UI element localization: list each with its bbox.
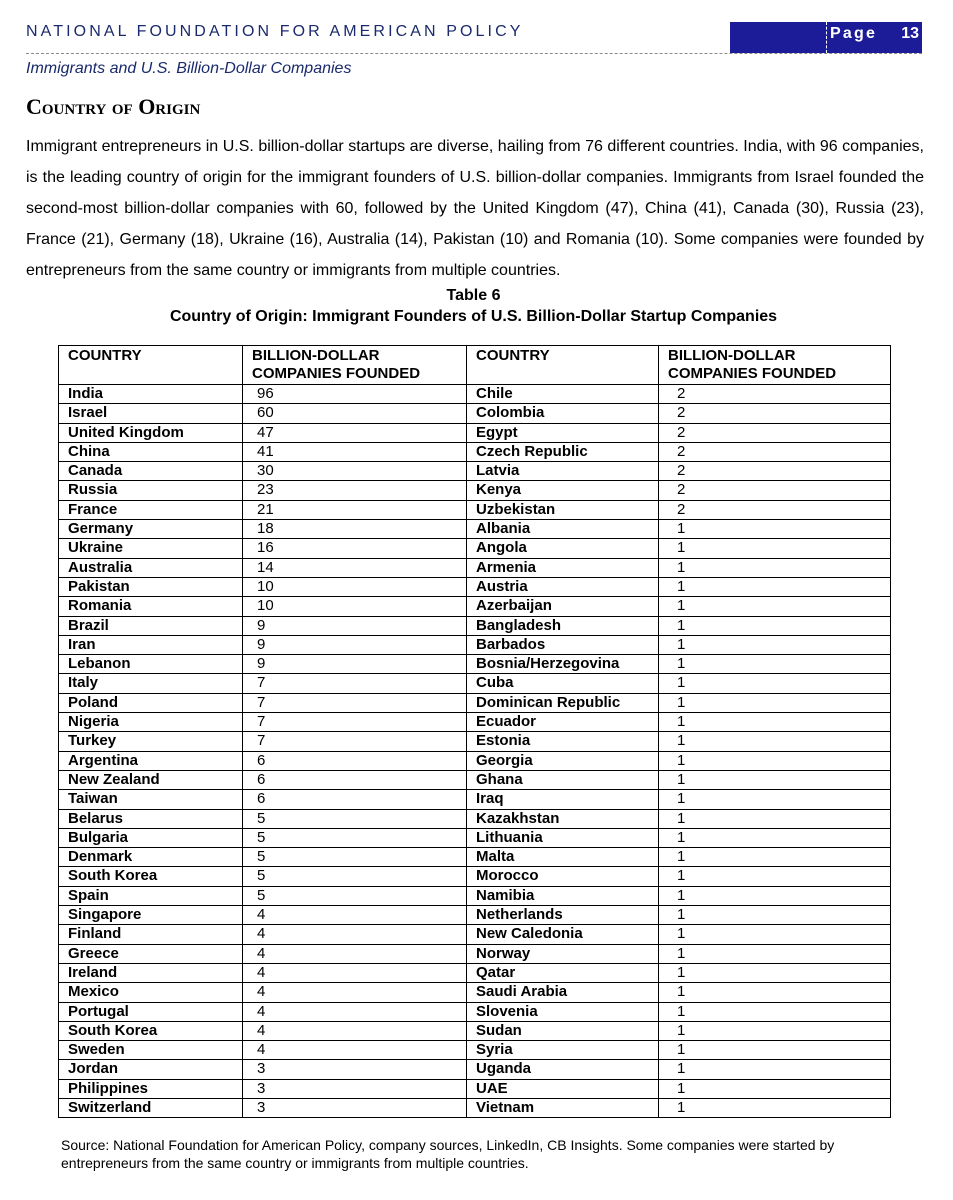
country-cell-right: Estonia	[467, 732, 659, 751]
count-cell-right: 1	[659, 577, 891, 596]
country-cell-left: Canada	[59, 462, 243, 481]
count-cell-left: 6	[243, 790, 467, 809]
table-row	[59, 539, 891, 558]
count-cell-left: 4	[243, 1002, 467, 1021]
country-cell-right: Kenya	[467, 481, 659, 500]
table-row	[59, 751, 891, 770]
country-cell-left: France	[59, 500, 243, 519]
country-cell-left: India	[59, 385, 243, 404]
header-founded-left-line2: COMPANIES FOUNDED	[252, 365, 421, 382]
table-row	[59, 906, 891, 925]
country-cell-left: Philippines	[59, 1079, 243, 1098]
count-cell-left: 7	[243, 732, 467, 751]
count-cell-right: 1	[659, 674, 891, 693]
table-row	[59, 577, 891, 596]
country-cell-right: Qatar	[467, 963, 659, 982]
count-cell-left: 30	[243, 462, 467, 481]
table-row	[59, 963, 891, 982]
header-founded-left	[243, 346, 467, 385]
header-founded-right	[659, 346, 891, 385]
country-cell-right: Norway	[467, 944, 659, 963]
country-cell-right: Dominican Republic	[467, 693, 659, 712]
count-cell-right: 1	[659, 944, 891, 963]
table-row	[59, 713, 891, 732]
table-row	[59, 655, 891, 674]
count-cell-right: 1	[659, 1060, 891, 1079]
count-cell-right: 1	[659, 925, 891, 944]
country-cell-left: New Zealand	[59, 770, 243, 789]
count-cell-right: 1	[659, 1079, 891, 1098]
page-number: 13	[901, 25, 919, 42]
count-cell-left: 7	[243, 693, 467, 712]
table-row	[59, 983, 891, 1002]
country-cell-left: Switzerland	[59, 1098, 243, 1117]
count-cell-left: 5	[243, 828, 467, 847]
table-row	[59, 693, 891, 712]
table-row	[59, 597, 891, 616]
count-cell-left: 3	[243, 1079, 467, 1098]
count-cell-right: 1	[659, 848, 891, 867]
country-cell-left: Belarus	[59, 809, 243, 828]
count-cell-right: 1	[659, 558, 891, 577]
table-row	[59, 404, 891, 423]
count-cell-right: 1	[659, 1041, 891, 1060]
country-cell-right: Netherlands	[467, 906, 659, 925]
table-row	[59, 500, 891, 519]
table-caption-number: Table 6	[446, 287, 501, 304]
table-row	[59, 732, 891, 751]
count-cell-left: 7	[243, 674, 467, 693]
count-cell-left: 9	[243, 655, 467, 674]
header-founded-right-line2: COMPANIES FOUNDED	[668, 365, 837, 382]
table-row	[59, 558, 891, 577]
country-cell-right: Saudi Arabia	[467, 983, 659, 1002]
count-cell-left: 4	[243, 1041, 467, 1060]
table-body	[59, 385, 891, 1118]
table-row	[59, 944, 891, 963]
count-cell-right: 1	[659, 751, 891, 770]
count-cell-right: 1	[659, 867, 891, 886]
country-cell-left: Mexico	[59, 983, 243, 1002]
country-cell-left: Ireland	[59, 963, 243, 982]
page-label: Page	[830, 25, 878, 42]
country-cell-right: Malta	[467, 848, 659, 867]
country-cell-right: Uzbekistan	[467, 500, 659, 519]
count-cell-left: 5	[243, 886, 467, 905]
count-cell-left: 14	[243, 558, 467, 577]
country-cell-left: Brazil	[59, 616, 243, 635]
table-row	[59, 423, 891, 442]
count-cell-right: 1	[659, 906, 891, 925]
country-cell-right: Namibia	[467, 886, 659, 905]
header-founded-left-line1: BILLION-DOLLAR	[252, 347, 380, 364]
table-row	[59, 1098, 891, 1117]
table-row	[59, 809, 891, 828]
count-cell-right: 1	[659, 1002, 891, 1021]
country-cell-right: UAE	[467, 1079, 659, 1098]
count-cell-right: 2	[659, 404, 891, 423]
country-cell-left: China	[59, 442, 243, 461]
country-cell-left: Germany	[59, 520, 243, 539]
country-cell-right: Iraq	[467, 790, 659, 809]
table-row	[59, 828, 891, 847]
count-cell-left: 16	[243, 539, 467, 558]
country-cell-left: Lebanon	[59, 655, 243, 674]
count-cell-left: 41	[243, 442, 467, 461]
count-cell-right: 2	[659, 481, 891, 500]
count-cell-left: 9	[243, 616, 467, 635]
count-cell-left: 4	[243, 1021, 467, 1040]
country-cell-right: Ghana	[467, 770, 659, 789]
count-cell-left: 23	[243, 481, 467, 500]
count-cell-right: 1	[659, 886, 891, 905]
table-row	[59, 867, 891, 886]
count-cell-right: 1	[659, 635, 891, 654]
count-cell-right: 1	[659, 713, 891, 732]
table-row	[59, 1079, 891, 1098]
country-cell-right: Georgia	[467, 751, 659, 770]
country-cell-right: Czech Republic	[467, 442, 659, 461]
country-cell-right: Vietnam	[467, 1098, 659, 1117]
count-cell-right: 2	[659, 385, 891, 404]
count-cell-left: 5	[243, 867, 467, 886]
count-cell-right: 1	[659, 790, 891, 809]
country-cell-left: Spain	[59, 886, 243, 905]
count-cell-left: 5	[243, 809, 467, 828]
country-cell-left: Taiwan	[59, 790, 243, 809]
page-number-box	[730, 22, 922, 53]
count-cell-left: 4	[243, 963, 467, 982]
table-row	[59, 1021, 891, 1040]
count-cell-right: 1	[659, 770, 891, 789]
country-cell-left: Iran	[59, 635, 243, 654]
country-cell-left: Ukraine	[59, 539, 243, 558]
country-cell-left: South Korea	[59, 1021, 243, 1040]
country-cell-left: Argentina	[59, 751, 243, 770]
country-cell-right: Angola	[467, 539, 659, 558]
header-founded-right-line1: BILLION-DOLLAR	[668, 347, 796, 364]
country-cell-right: Morocco	[467, 867, 659, 886]
header-organization: NATIONAL FOUNDATION FOR AMERICAN POLICY	[26, 23, 524, 40]
country-cell-right: Chile	[467, 385, 659, 404]
count-cell-right: 1	[659, 655, 891, 674]
count-cell-left: 9	[243, 635, 467, 654]
count-cell-left: 4	[243, 925, 467, 944]
count-cell-left: 4	[243, 944, 467, 963]
count-cell-left: 6	[243, 751, 467, 770]
count-cell-right: 1	[659, 828, 891, 847]
country-cell-right: Austria	[467, 577, 659, 596]
country-cell-left: Singapore	[59, 906, 243, 925]
country-cell-right: Sudan	[467, 1021, 659, 1040]
count-cell-right: 1	[659, 539, 891, 558]
table-row	[59, 886, 891, 905]
count-cell-left: 10	[243, 577, 467, 596]
count-cell-left: 3	[243, 1098, 467, 1117]
count-cell-left: 7	[243, 713, 467, 732]
table-row	[59, 848, 891, 867]
count-cell-right: 2	[659, 462, 891, 481]
count-cell-left: 3	[243, 1060, 467, 1079]
country-cell-right: Lithuania	[467, 828, 659, 847]
country-cell-right: Bosnia/Herzegovina	[467, 655, 659, 674]
country-cell-left: Sweden	[59, 1041, 243, 1060]
count-cell-right: 1	[659, 963, 891, 982]
country-cell-left: Nigeria	[59, 713, 243, 732]
header-country-left: COUNTRY	[59, 346, 243, 385]
country-cell-left: Australia	[59, 558, 243, 577]
header-subtitle: Immigrants and U.S. Billion-Dollar Companies	[26, 60, 352, 77]
country-cell-left: Turkey	[59, 732, 243, 751]
country-cell-left: Israel	[59, 404, 243, 423]
country-of-origin-table	[58, 345, 891, 1118]
table-header-row	[59, 346, 891, 385]
country-cell-right: Latvia	[467, 462, 659, 481]
header-divider	[26, 53, 922, 54]
country-cell-right: Syria	[467, 1041, 659, 1060]
country-cell-right: Armenia	[467, 558, 659, 577]
count-cell-left: 4	[243, 906, 467, 925]
country-cell-right: Ecuador	[467, 713, 659, 732]
count-cell-left: 6	[243, 770, 467, 789]
table-row	[59, 674, 891, 693]
source-note: Source: National Foundation for American Policy, company sources, LinkedIn, CB Insights. Some companies were started by entrepreneurs from the same country or immigrants from multiple countries.	[61, 1137, 835, 1171]
count-cell-right: 1	[659, 983, 891, 1002]
table-row	[59, 925, 891, 944]
country-cell-left: Finland	[59, 925, 243, 944]
country-cell-left: South Korea	[59, 867, 243, 886]
count-cell-left: 47	[243, 423, 467, 442]
page-box-divider	[826, 22, 827, 53]
count-cell-left: 60	[243, 404, 467, 423]
count-cell-right: 1	[659, 616, 891, 635]
count-cell-right: 1	[659, 693, 891, 712]
header-country-right: COUNTRY	[467, 346, 659, 385]
country-cell-left: Bulgaria	[59, 828, 243, 847]
table-row	[59, 442, 891, 461]
count-cell-left: 96	[243, 385, 467, 404]
country-cell-left: Jordan	[59, 1060, 243, 1079]
country-cell-left: United Kingdom	[59, 423, 243, 442]
country-cell-right: Kazakhstan	[467, 809, 659, 828]
count-cell-right: 2	[659, 442, 891, 461]
country-cell-right: Bangladesh	[467, 616, 659, 635]
table-row	[59, 790, 891, 809]
count-cell-right: 2	[659, 500, 891, 519]
count-cell-right: 1	[659, 520, 891, 539]
count-cell-right: 1	[659, 1098, 891, 1117]
country-cell-right: Egypt	[467, 423, 659, 442]
table-caption-title: Country of Origin: Immigrant Founders of U.S. Billion-Dollar Startup Companies	[169, 308, 778, 325]
table-row	[59, 635, 891, 654]
count-cell-right: 2	[659, 423, 891, 442]
country-cell-right: Cuba	[467, 674, 659, 693]
country-cell-right: New Caledonia	[467, 925, 659, 944]
country-cell-left: Italy	[59, 674, 243, 693]
section-title: Country of Origin	[26, 94, 201, 119]
country-cell-right: Albania	[467, 520, 659, 539]
count-cell-right: 1	[659, 809, 891, 828]
country-cell-right: Slovenia	[467, 1002, 659, 1021]
count-cell-left: 4	[243, 983, 467, 1002]
country-cell-left: Romania	[59, 597, 243, 616]
country-cell-right: Colombia	[467, 404, 659, 423]
count-cell-left: 21	[243, 500, 467, 519]
table-row	[59, 481, 891, 500]
country-cell-left: Portugal	[59, 1002, 243, 1021]
count-cell-left: 10	[243, 597, 467, 616]
table-row	[59, 770, 891, 789]
country-cell-left: Russia	[59, 481, 243, 500]
count-cell-right: 1	[659, 597, 891, 616]
count-cell-left: 5	[243, 848, 467, 867]
country-cell-left: Greece	[59, 944, 243, 963]
table-row	[59, 1060, 891, 1079]
body-paragraph: Immigrant entrepreneurs in U.S. billion-dollar startups are diverse, hailing from 76 different countries. India, with 96 companies, is the leading country of origin for the immigrant founders of U.S. billion-dollar companies. Immigrants from Israel founded the second-most billion-dollar companies with 60, followed by the United Kingdom (47), China (41), Canada (30), Russia (23), France (21), Germany (18), Ukraine (16), Australia (14), Pakistan (10) and Romania (10). Some companies were founded by entrepreneurs from the same country or immigrants from multiple countries.	[26, 138, 924, 279]
country-cell-right: Azerbaijan	[467, 597, 659, 616]
table-row	[59, 1002, 891, 1021]
country-cell-left: Denmark	[59, 848, 243, 867]
count-cell-left: 18	[243, 520, 467, 539]
country-cell-left: Pakistan	[59, 577, 243, 596]
country-cell-right: Uganda	[467, 1060, 659, 1079]
table-row	[59, 462, 891, 481]
count-cell-right: 1	[659, 1021, 891, 1040]
country-cell-right: Barbados	[467, 635, 659, 654]
table-row	[59, 616, 891, 635]
country-cell-left: Poland	[59, 693, 243, 712]
table-row	[59, 385, 891, 404]
count-cell-right: 1	[659, 732, 891, 751]
table-row	[59, 1041, 891, 1060]
table-row	[59, 520, 891, 539]
